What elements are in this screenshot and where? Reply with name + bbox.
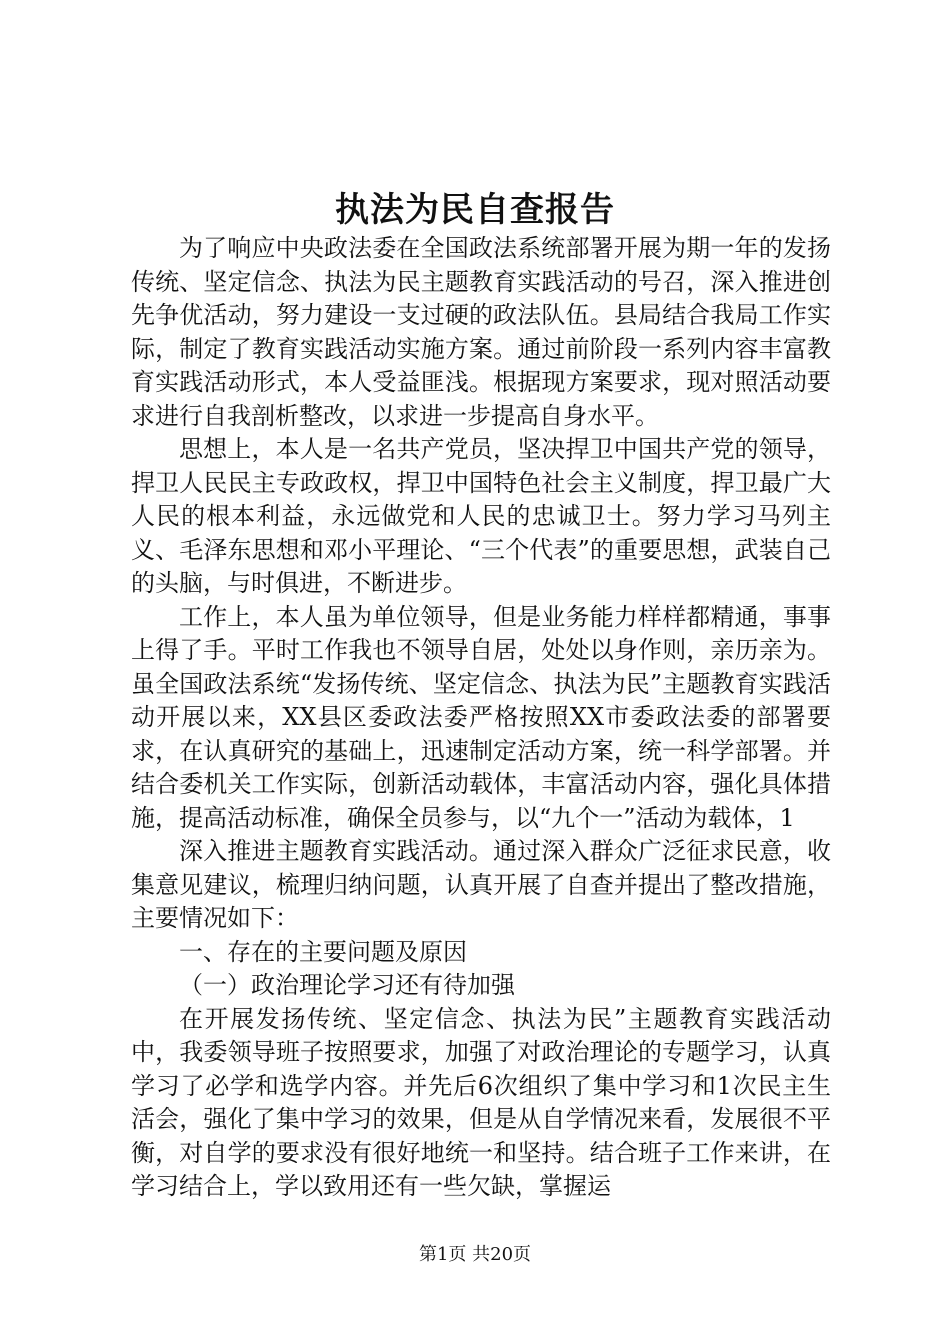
section-heading-problems: 一、存在的主要问题及原因 xyxy=(179,937,467,966)
page-footer: 第1页 共20页 xyxy=(418,1244,532,1265)
document-body xyxy=(131,232,831,1204)
paragraph-theory-study: 在开展发扬传统、坚定信念、执法为民”主题教育实践活动中，我委领导班子按照要求，加强了对政治理论的专题学习，认真学习了必学和选学内容。并先后6次组织了集中学习和1次民主生活会，强化了集中学习的效果，但是从自学情况来看，发展很不平衡，对自学的要求没有很好地统一和坚持。结合班子工作来讲，在学习结合上，学以致用还有一些欠缺，掌握运 xyxy=(131,1004,831,1200)
paragraph-work: 工作上，本人虽为单位领导，但是业务能力样样都精通，事事上得了手。平时工作我也不领导自居，处处以身作则，亲历亲为。虽全国政法系统“发扬传统、坚定信念、执法为民”主题教育实践活动开展以来，XX县区委政法委严格按照XX市委政法委的部署要求，在认真研究的基础上，迅速制定活动方案，统一科学部署。并结合委机关工作实际，创新活动载体，丰富活动内容，强化具体措施，提高活动标准，确保全员参与，以“九个一”活动为载体，1 xyxy=(131,602,831,832)
subsection-heading-theory: （一）政治理论学习还有待加强 xyxy=(179,971,515,999)
paragraph-ideology: 思想上，本人是一名共产党员，坚决捍卫中国共产党的领导，捍卫人民民主专政政权，捍卫中国特色社会主义制度，捍卫最广大人民的根本利益，永远做党和人民的忠诚卫士。努力学习马列主义、毛泽东思想和邓小平理论、“三个代表”的重要思想，武装自己的头脑，与时俱进，不断进步。 xyxy=(131,435,831,597)
paragraph-intro: 为了响应中央政法委在全国政法系统部署开展为期一年的发扬传统、坚定信念、执法为民主题教育实践活动的号召，深入推进创先争优活动，努力建设一支过硬的政法队伍。县局结合我局工作实际，制定了教育实践活动实施方案。通过前阶段一系列内容丰富教育实践活动形式，本人受益匪浅。根据现方案要求，现对照活动要求进行自我剖析整改，以求进一步提高自身水平。 xyxy=(131,234,831,430)
document-title: 执法为民自查报告 xyxy=(335,190,615,230)
paragraph-practice: 深入推进主题教育实践活动。通过深入群众广泛征求民意，收集意见建议，梳理归纳问题，认真开展了自查并提出了整改措施，主要情况如下： xyxy=(131,837,831,932)
